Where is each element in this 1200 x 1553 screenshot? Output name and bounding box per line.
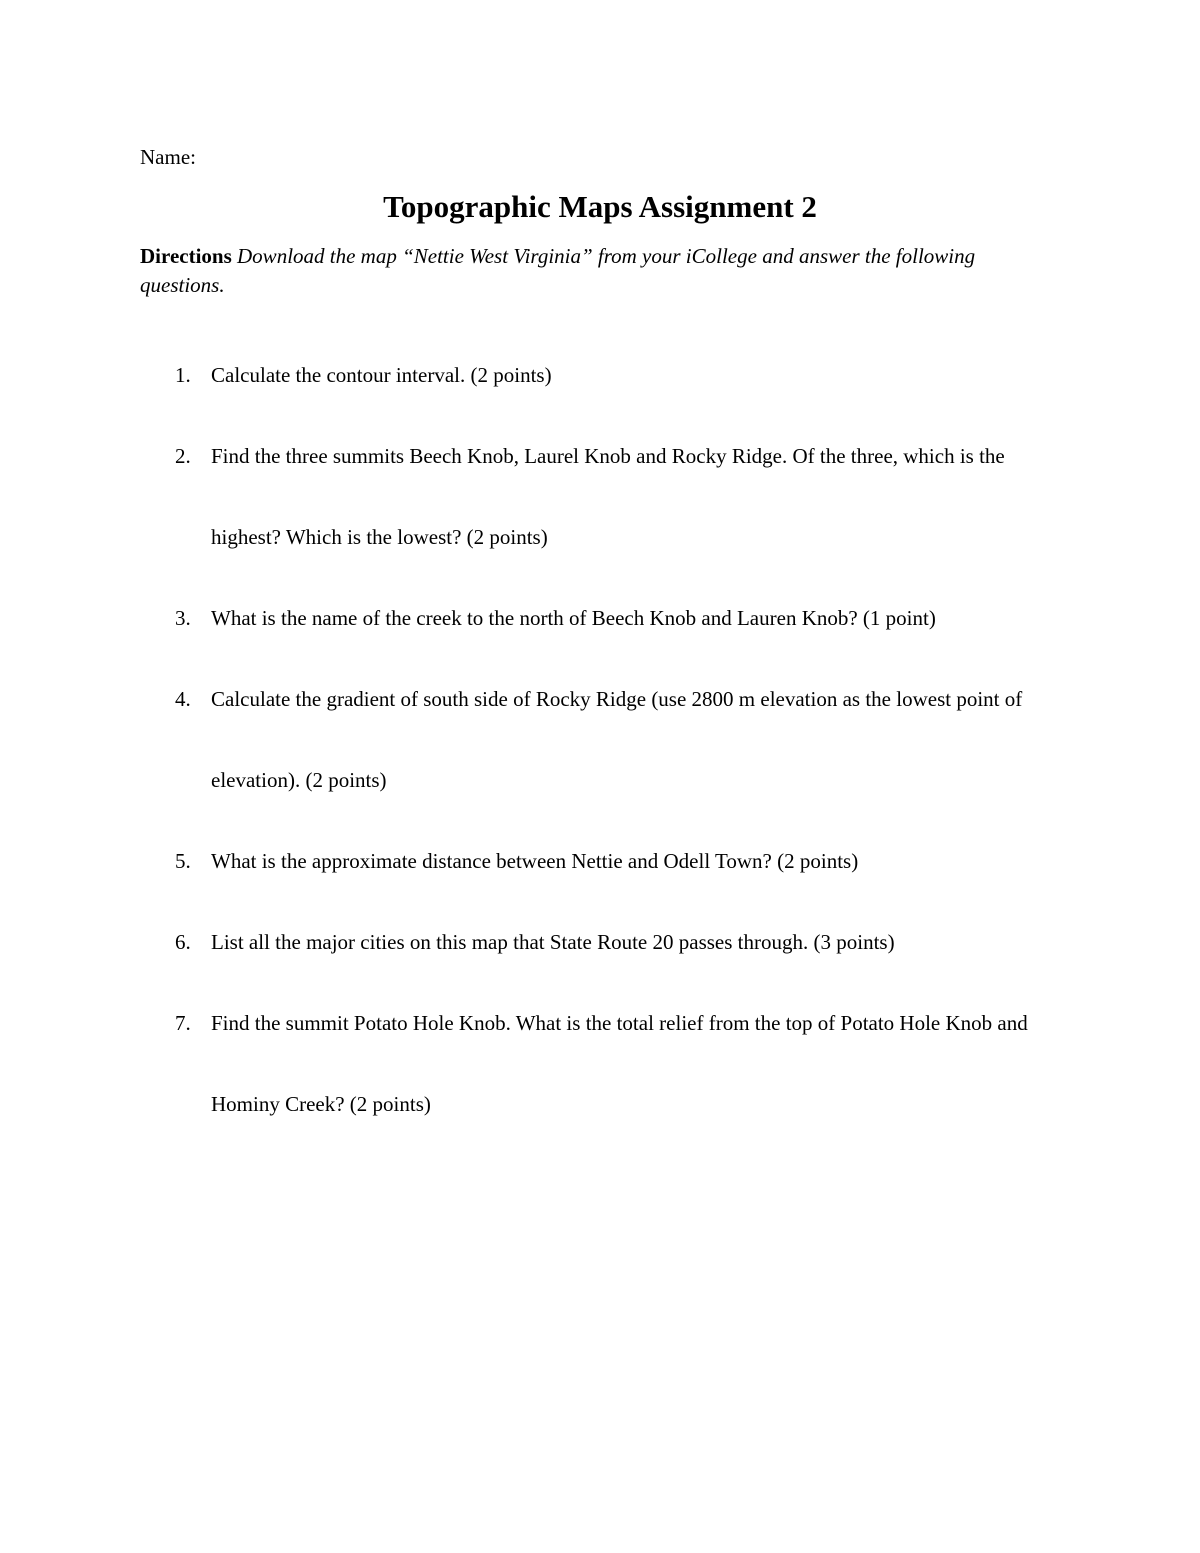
question-number: 5. [175, 849, 191, 873]
question-number: 1. [175, 363, 191, 387]
question-text: What is the approximate distance between Nettie and Odell Town? (2 points) [211, 849, 859, 873]
directions-label: Directions [140, 244, 232, 268]
question-number: 6. [175, 930, 191, 954]
directions-text: Download the map “Nettie West Virginia” from your iCollege and answer the following questions. [140, 244, 976, 297]
question-text: Calculate the contour interval. (2 points) [211, 363, 552, 387]
question-number: 7. [175, 1011, 191, 1035]
question-text: Find the three summits Beech Knob, Laurel Knob and Rocky Ridge. Of the three, which is the highest? Which is the lowest? (2 points) [211, 444, 1005, 549]
name-label: Name: [140, 145, 196, 169]
question-text: Calculate the gradient of south side of Rocky Ridge (use 2800 m elevation as the lowest point of elevation). (2 points) [211, 687, 1023, 792]
question-number: 3. [175, 606, 191, 630]
directions [140, 242, 1020, 300]
page-title: Topographic Maps Assignment 2 [383, 189, 817, 224]
question-text: Find the summit Potato Hole Knob. What is the total relief from the top of Potato Hole Knob and Hominy Creek? (2 points) [211, 1011, 1028, 1116]
question-number: 4. [175, 687, 191, 711]
question-text: List all the major cities on this map that State Route 20 passes through. (3 points) [211, 930, 895, 954]
question-number: 2. [175, 444, 191, 468]
question-text: What is the name of the creek to the north of Beech Knob and Lauren Knob? (1 point) [211, 606, 936, 630]
